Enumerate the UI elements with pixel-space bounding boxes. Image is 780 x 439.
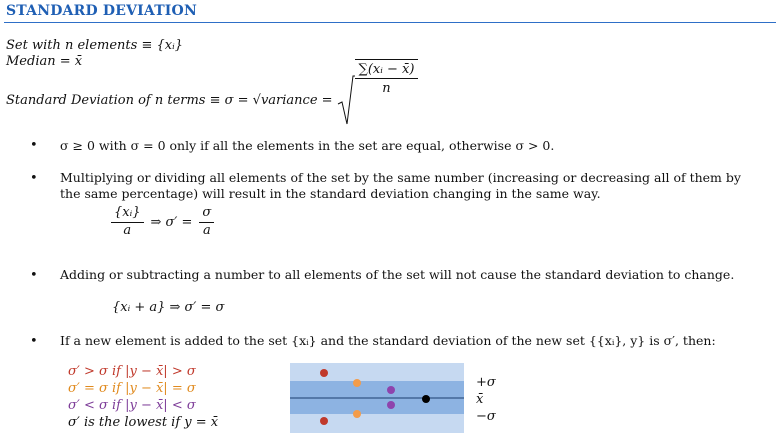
red-dot-top: [320, 369, 328, 377]
page-title: STANDARD DEVIATION: [6, 3, 197, 19]
scaling-lhs-numerator: {xᵢ}: [111, 206, 144, 223]
condition-less: σ′ < σ if |y − x̄| < σ: [68, 398, 196, 413]
bullet-2-text: Multiplying or dividing all elements of the set by the same number (increasing or decreasing all of them by the same percentage) will result in the standard deviation changing in the same way.: [60, 170, 741, 201]
condition-equal: σ′ = σ if |y − x̄| = σ: [68, 381, 196, 396]
mean-label: x̄: [476, 392, 484, 407]
set-definition: Set with n elements ≡ {xᵢ}: [6, 38, 183, 53]
scaling-lhs-fraction: [111, 206, 144, 239]
minus-sigma-label: −σ: [476, 409, 496, 424]
scaling-formula: [108, 206, 217, 239]
bullet-4-marker: •: [30, 334, 38, 349]
purple-dot-bottom: [387, 401, 395, 409]
radical-sign: [337, 74, 355, 126]
purple-dot-top: [387, 386, 395, 394]
bullet-1-marker: •: [30, 138, 38, 153]
scaling-rhs-fraction: [199, 206, 214, 239]
scaling-implies: ⇒ σ′ =: [150, 214, 193, 230]
sd-fraction: [355, 59, 419, 96]
sd-denominator: n: [382, 80, 391, 96]
condition-lowest: σ′ is the lowest if y = x̄: [68, 415, 219, 430]
bullet-3-marker: •: [30, 268, 38, 283]
sd-label: Standard Deviation of n terms ≡ σ = √variance =: [6, 92, 333, 108]
bullet-4-text: If a new element is added to the set {xᵢ} and the standard deviation of the new set {{xᵢ}, y} is σ′, then:: [60, 333, 716, 348]
scaling-rhs-denominator: a: [202, 222, 211, 238]
sd-band-diagram: [290, 363, 510, 433]
median-definition: Median = x̄: [6, 54, 83, 69]
bullet-2-marker: •: [30, 171, 38, 186]
condition-greater: σ′ > σ if |y − x̄| > σ: [68, 364, 196, 379]
scaling-lhs-denominator: a: [123, 222, 132, 238]
bullet-3-text: Adding or subtracting a number to all elements of the set will not cause the standard deviation to change.: [60, 267, 735, 282]
scaling-rhs-numerator: σ: [199, 206, 214, 223]
orange-dot-bottom: [353, 410, 361, 418]
plus-sigma-label: +σ: [476, 375, 496, 390]
shift-formula: {xᵢ + a} ⇒ σ′ = σ: [112, 300, 225, 315]
sd-numerator: ∑(xᵢ − x̄): [355, 62, 419, 79]
bullet-1-text: σ ≥ 0 with σ = 0 only if all the elements in the set are equal, otherwise σ > 0.: [60, 138, 555, 153]
red-dot-bottom: [320, 417, 328, 425]
orange-dot-top: [353, 379, 361, 387]
black-dot-mean: [422, 395, 430, 403]
title-underline: [4, 22, 776, 23]
